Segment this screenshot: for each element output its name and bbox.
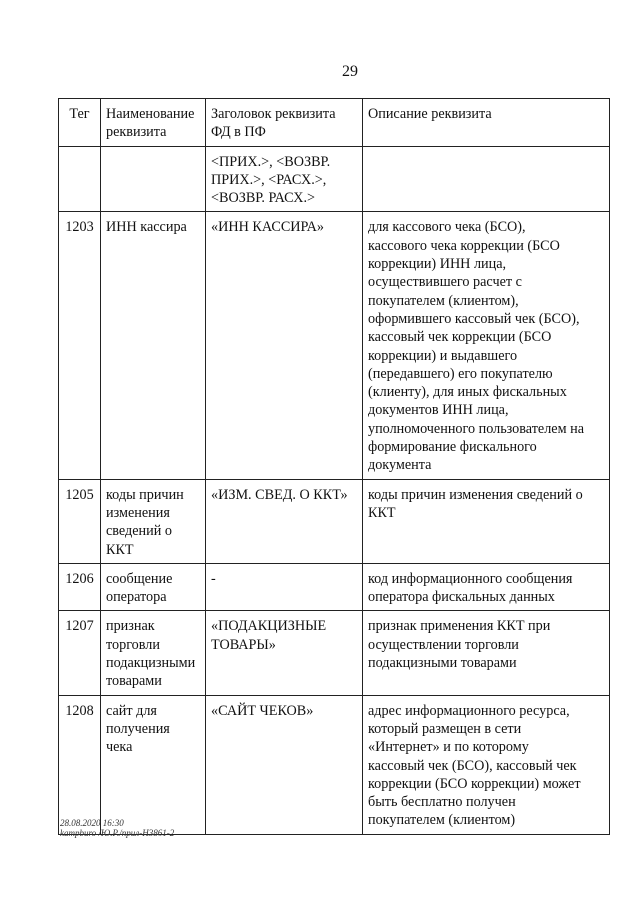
footer-timestamp: 28.08.2020 16:30 xyxy=(60,818,124,828)
header-description: Описание реквизита xyxy=(363,99,610,147)
footer-file: kampburo /Ю.Р./прил-Н3861-2 xyxy=(60,828,175,838)
table-row xyxy=(59,479,610,563)
cell-description xyxy=(363,146,610,212)
cell-tag: 1208 xyxy=(59,695,101,834)
cell-name: сайт для получения чека xyxy=(101,695,206,834)
cell-tag xyxy=(59,146,101,212)
cell-name xyxy=(101,146,206,212)
cell-tag: 1203 xyxy=(59,212,101,479)
header-name: Наименование реквизита xyxy=(101,99,206,147)
table-row xyxy=(59,563,610,611)
cell-title: «ИЗМ. СВЕД. О ККТ» xyxy=(206,479,363,563)
cell-title: «ИНН КАССИРА» xyxy=(206,212,363,479)
cell-title: - xyxy=(206,563,363,611)
table-row xyxy=(59,611,610,695)
header-tag: Тег xyxy=(59,99,101,147)
cell-name: сообщение оператора xyxy=(101,563,206,611)
header-title: Заголовок реквизита ФД в ПФ xyxy=(206,99,363,147)
cell-tag: 1207 xyxy=(59,611,101,695)
cell-description: признак применения ККТ при осуществлении торговли подакцизными товарами xyxy=(363,611,610,695)
cell-description: код информационного сообщения оператора фискальных данных xyxy=(363,563,610,611)
cell-tag: 1205 xyxy=(59,479,101,563)
table-header-row xyxy=(59,99,610,147)
table-row xyxy=(59,212,610,479)
page-number: 29 xyxy=(342,63,358,80)
cell-title: <ПРИХ.>, <ВОЗВР. ПРИХ.>, <РАСХ.>, <ВОЗВР. РАСХ.> xyxy=(206,146,363,212)
cell-name: ИНН кассира xyxy=(101,212,206,479)
footer xyxy=(60,818,174,838)
cell-description: для кассового чека (БСО), кассового чека коррекции (БСО коррекции) ИНН лица, осуществившего расчет с покупателем (клиентом), оформившего кассовый чек (БСО), кассовый чек коррекции (БСО коррекции) и выдавшего (передавшего) его покупателю (клиенту), для иных фискальных документов ИНН лица, уполномоченного пользователем на формирование фискального документа xyxy=(363,212,610,479)
table-row xyxy=(59,146,610,212)
cell-description: адрес информационного ресурса, который размещен в сети «Интернет» и по которому кассовый чек (БСО), кассовый чек коррекции (БСО коррекции) может быть бесплатно получен покупателем (клиентом) xyxy=(363,695,610,834)
cell-tag: 1206 xyxy=(59,563,101,611)
cell-description: коды причин изменения сведений о ККТ xyxy=(363,479,610,563)
requisites-table xyxy=(58,98,610,835)
table-row xyxy=(59,695,610,834)
cell-title: «ПОДАКЦИЗНЫЕ ТОВАРЫ» xyxy=(206,611,363,695)
cell-name: коды причин изменения сведений о ККТ xyxy=(101,479,206,563)
cell-name: признак торговли подакцизными товарами xyxy=(101,611,206,695)
cell-title: «САЙТ ЧЕКОВ» xyxy=(206,695,363,834)
